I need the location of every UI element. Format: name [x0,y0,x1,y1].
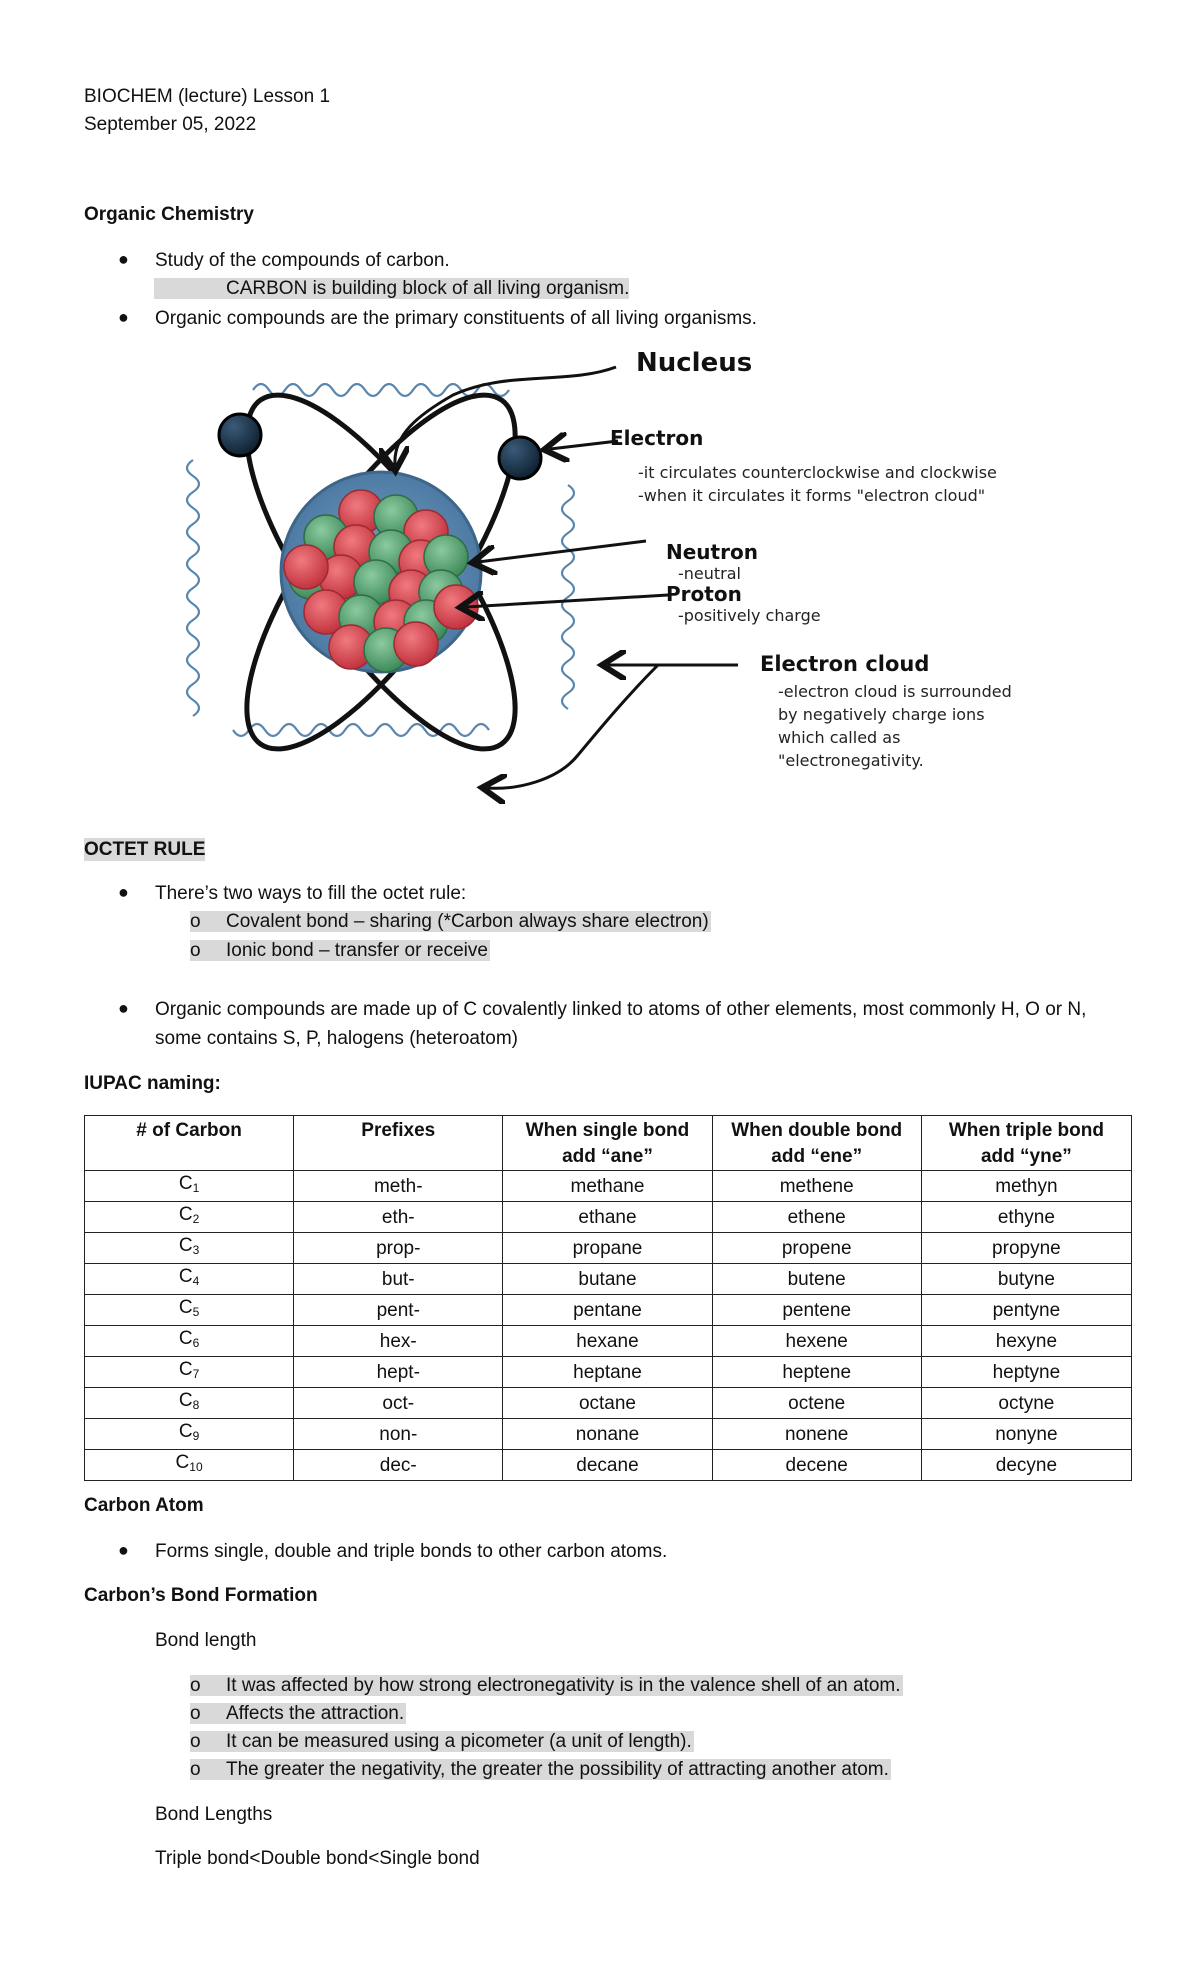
cell-prefix: prop- [294,1233,503,1264]
cell-ene: methene [712,1171,921,1202]
cell-prefix: oct- [294,1388,503,1419]
cell-ene: octene [712,1388,921,1419]
bond-lengths-label: Bond Lengths [155,1804,273,1825]
bullet-icon: ● [118,249,129,269]
bond-item-2: o Affects the attraction. [190,1703,405,1724]
col-header-double-bond: When double bond add “ene” [712,1116,921,1171]
cell-ane: propane [503,1233,712,1264]
cell-prefix: dec- [294,1450,503,1481]
table-row [85,1295,1132,1326]
bond-item-1: o It was affected by how strong electronegativity is in the valence shell of an atom. [190,1675,901,1696]
cloud-desc-2: by negatively charge ions [778,705,985,724]
cloud-desc-1: -electron cloud is surrounded [778,682,1012,701]
cell-yne: methyn [921,1171,1131,1202]
electron-particle [499,437,541,479]
octet-bullet-2-line-2: some contains S, P, halogens (heteroatom) [155,1028,518,1049]
col-header-single-bond: When single bond add “ane” [503,1116,712,1171]
octet-bullet-1: There’s two ways to fill the octet rule: [155,883,467,904]
cell-prefix: hex- [294,1326,503,1357]
cell-prefix: but- [294,1264,503,1295]
cell-ane: nonane [503,1419,712,1450]
cell-yne: hexyne [921,1326,1131,1357]
cell-yne: ethyne [921,1202,1131,1233]
table-row [85,1171,1132,1202]
cell-ene: nonene [712,1419,921,1450]
cell-yne: heptyne [921,1357,1131,1388]
octet-bullet-2-line-1: Organic compounds are made up of C covalently linked to atoms of other elements, most commonly H, O or N, [155,999,1087,1020]
cell-prefix: non- [294,1419,503,1450]
bond-item-4: o The greater the negativity, the greater the possibility of attracting another atom. [190,1759,889,1780]
octet-sub-2: o Ionic bond – transfer or receive [190,940,488,961]
table-row [85,1419,1132,1450]
cell-ane: pentane [503,1295,712,1326]
octet-sub-1: o Covalent bond – sharing (*Carbon always share electron) [190,911,709,932]
col-header-carbon: # of Carbon [85,1116,294,1171]
lesson-date: September 05, 2022 [84,114,257,135]
cell-ane: ethane [503,1202,712,1233]
cell-prefix: eth- [294,1202,503,1233]
iupac-heading: IUPAC naming: [84,1073,221,1094]
iupac-table [84,1115,1132,1481]
cell-yne: octyne [921,1388,1131,1419]
cell-ene: heptene [712,1357,921,1388]
cell-ane: methane [503,1171,712,1202]
cell-carbon: $C_9$ [85,1419,294,1450]
cell-ene: propene [712,1233,921,1264]
cell-carbon: $C_{10}$ [85,1450,294,1481]
sub-bullet-icon: o [190,940,201,961]
neutron-label: Neutron [666,540,758,564]
atom-diagram [148,345,1068,815]
electron-cloud-label: Electron cloud [760,652,930,676]
carbon-atom-heading: Carbon Atom [84,1495,204,1516]
carbon-atom-bullet-1: Forms single, double and triple bonds to other carbon atoms. [155,1541,668,1562]
cell-yne: propyne [921,1233,1131,1264]
proton-particle [394,622,438,666]
table-row [85,1450,1132,1481]
sub-bullet-icon: o [190,1675,201,1696]
electron-desc-2: -when it circulates it forms "electron cloud" [638,486,986,505]
sub-bullet-icon: o [190,1731,201,1752]
bullet-icon: ● [118,882,129,902]
cell-ane: decane [503,1450,712,1481]
bond-length-subheading: Bond length [155,1630,257,1651]
table-row [85,1357,1132,1388]
cell-ene: butene [712,1264,921,1295]
bond-lengths-order: Triple bond<Double bond<Single bond [155,1848,480,1869]
cell-prefix: meth- [294,1171,503,1202]
cell-ane: butane [503,1264,712,1295]
col-header-prefixes: Prefixes [294,1116,503,1171]
organic-chemistry-heading: Organic Chemistry [84,204,254,225]
organic-bullet-2: Organic compounds are the primary constituents of all living organisms. [155,308,757,329]
cell-ene: ethene [712,1202,921,1233]
cell-prefix: pent- [294,1295,503,1326]
proton-particle [284,545,328,589]
cell-ane: octane [503,1388,712,1419]
cell-carbon: $C_2$ [85,1202,294,1233]
electron-desc-1: -it circulates counterclockwise and clockwise [638,463,997,482]
bullet-icon: ● [118,1540,129,1560]
cell-carbon: $C_1$ [85,1171,294,1202]
table-row [85,1264,1132,1295]
proton-desc: -positively charge [678,606,821,625]
electron-particle [219,414,261,456]
sub-bullet-icon: o [190,1703,201,1724]
cell-yne: pentyne [921,1295,1131,1326]
table-header-row [85,1116,1132,1171]
nucleus-label: Nucleus [636,348,753,378]
bullet-icon: ● [118,998,129,1018]
table-row [85,1326,1132,1357]
bond-item-3: o It can be measured using a picometer (a unit of length). [190,1731,692,1752]
lesson-title: BIOCHEM (lecture) Lesson 1 [84,86,331,107]
cell-carbon: $C_3$ [85,1233,294,1264]
cell-ane: heptane [503,1357,712,1388]
cell-prefix: hept- [294,1357,503,1388]
sub-bullet-icon: o [190,911,201,932]
cell-carbon: $C_8$ [85,1388,294,1419]
cell-carbon: $C_6$ [85,1326,294,1357]
electron-label: Electron [610,426,704,450]
table-row [85,1388,1132,1419]
bullet-icon: ● [118,307,129,327]
sub-bullet-icon: o [190,1759,201,1780]
organic-bullet-1: Study of the compounds of carbon. [155,250,450,271]
cloud-desc-4: "electronegativity. [778,751,924,770]
octet-rule-heading: OCTET RULE [84,839,206,860]
organic-sub-1: CARBON is building block of all living organism. [154,278,629,299]
cell-yne: nonyne [921,1419,1131,1450]
cell-carbon: $C_4$ [85,1264,294,1295]
cell-carbon: $C_7$ [85,1357,294,1388]
table-row [85,1233,1132,1264]
cell-ene: pentene [712,1295,921,1326]
cell-ene: decene [712,1450,921,1481]
cell-yne: butyne [921,1264,1131,1295]
col-header-triple-bond: When triple bond add “yne” [921,1116,1131,1171]
neutron-desc: -neutral [678,564,741,583]
cell-yne: decyne [921,1450,1131,1481]
cell-ene: hexene [712,1326,921,1357]
proton-label: Proton [666,582,742,606]
cell-carbon: $C_5$ [85,1295,294,1326]
bond-formation-heading: Carbon’s Bond Formation [84,1585,318,1606]
cell-ane: hexane [503,1326,712,1357]
table-row [85,1202,1132,1233]
cloud-desc-3: which called as [778,728,901,747]
